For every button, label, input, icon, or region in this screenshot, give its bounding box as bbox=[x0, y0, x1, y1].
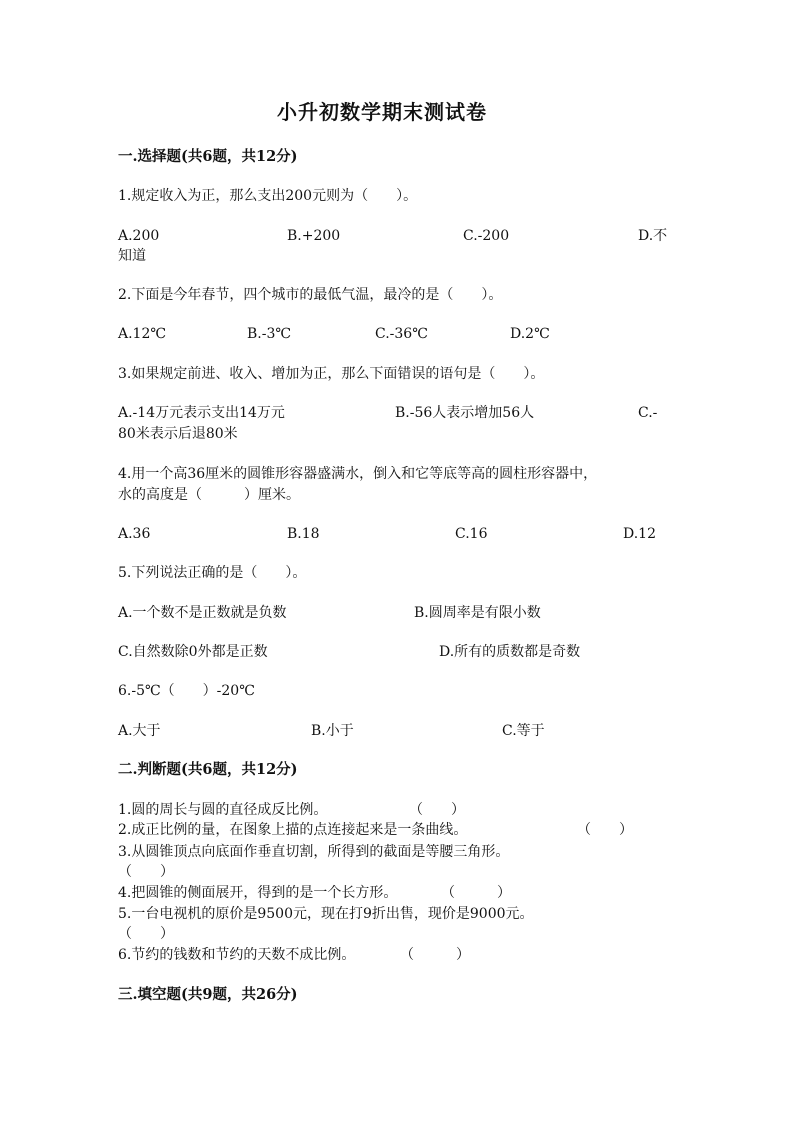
answer-blank: （ ） bbox=[118, 926, 174, 942]
question-stem: 1.规定收入为正，那么支出200元则为（ ）。 bbox=[118, 188, 418, 204]
question-stem: 3.如果规定前进、收入、增加为正，那么下面错误的语句是（ ）。 bbox=[118, 366, 545, 382]
answer-blank: （ ） bbox=[400, 947, 470, 963]
option-a: A.-14万元表示支出14万元 bbox=[118, 405, 285, 421]
page-title: 小升初数学期末测试卷 bbox=[277, 100, 487, 124]
option-c: C.- bbox=[638, 405, 658, 421]
section-header: 二.判断题(共6题，共12分) bbox=[118, 761, 298, 778]
judgment-item: 5.一台电视机的原价是9500元，现在打9折出售，现价是9000元。 bbox=[118, 906, 534, 922]
judgment-item: 4.把圆锥的侧面展开，得到的是一个长方形。 bbox=[118, 885, 398, 901]
option-c: C.自然数除0外都是正数 bbox=[118, 644, 268, 660]
question-stem: 2.下面是今年春节，四个城市的最低气温，最冷的是（ ）。 bbox=[118, 287, 503, 303]
option-d: D.12 bbox=[623, 526, 656, 542]
judgment-item: 2.成正比例的量，在图象上描的点连接起来是一条曲线。 bbox=[118, 822, 468, 838]
option-b: B.-3℃ bbox=[247, 326, 292, 342]
option-d: D.所有的质数都是奇数 bbox=[439, 644, 581, 660]
option-c: C.16 bbox=[455, 526, 488, 542]
answer-blank: （ ） bbox=[441, 885, 511, 901]
option-d-continued: 知道 bbox=[118, 248, 146, 264]
question-stem-continued: 水的高度是（ ）厘米。 bbox=[118, 487, 300, 503]
option-a: A.200 bbox=[118, 228, 160, 244]
question-stem: 6.-5℃（ ）-20℃ bbox=[118, 683, 255, 699]
option-d: D.2℃ bbox=[510, 326, 550, 342]
option-b: B.小于 bbox=[311, 723, 354, 739]
option-b: B.圆周率是有限小数 bbox=[414, 605, 541, 621]
option-a: A.一个数不是正数就是负数 bbox=[118, 605, 287, 621]
option-b: B.+200 bbox=[287, 228, 341, 244]
answer-blank: （ ） bbox=[577, 822, 633, 838]
section-header: 一.选择题(共6题，共12分) bbox=[118, 148, 298, 165]
judgment-item: 3.从圆锥顶点向底面作垂直切割，所得到的截面是等腰三角形。 bbox=[118, 844, 510, 860]
option-c: C.等于 bbox=[502, 723, 545, 739]
option-c: C.-200 bbox=[463, 228, 510, 244]
question-stem: 4.用一个高36厘米的圆锥形容器盛满水，倒入和它等底等高的圆柱形容器中， bbox=[118, 466, 598, 482]
section-header: 三.填空题(共9题，共26分) bbox=[118, 986, 298, 1003]
option-c-continued: 80米表示后退80米 bbox=[118, 426, 238, 442]
question-stem: 5.下列说法正确的是（ ）。 bbox=[118, 565, 307, 581]
option-a: A.36 bbox=[118, 526, 151, 542]
option-d: D.不 bbox=[638, 228, 668, 244]
judgment-item: 6.节约的钱数和节约的天数不成比例。 bbox=[118, 947, 356, 963]
option-a: A.大于 bbox=[118, 723, 161, 739]
option-c: C.-36℃ bbox=[375, 326, 428, 342]
option-b: B.18 bbox=[287, 526, 320, 542]
option-b: B.-56人表示增加56人 bbox=[395, 405, 535, 421]
answer-blank: （ ） bbox=[409, 802, 465, 818]
judgment-item: 1.圆的周长与圆的直径成反比例。 bbox=[118, 802, 328, 818]
option-a: A.12℃ bbox=[118, 326, 167, 342]
answer-blank: （ ） bbox=[118, 864, 174, 880]
